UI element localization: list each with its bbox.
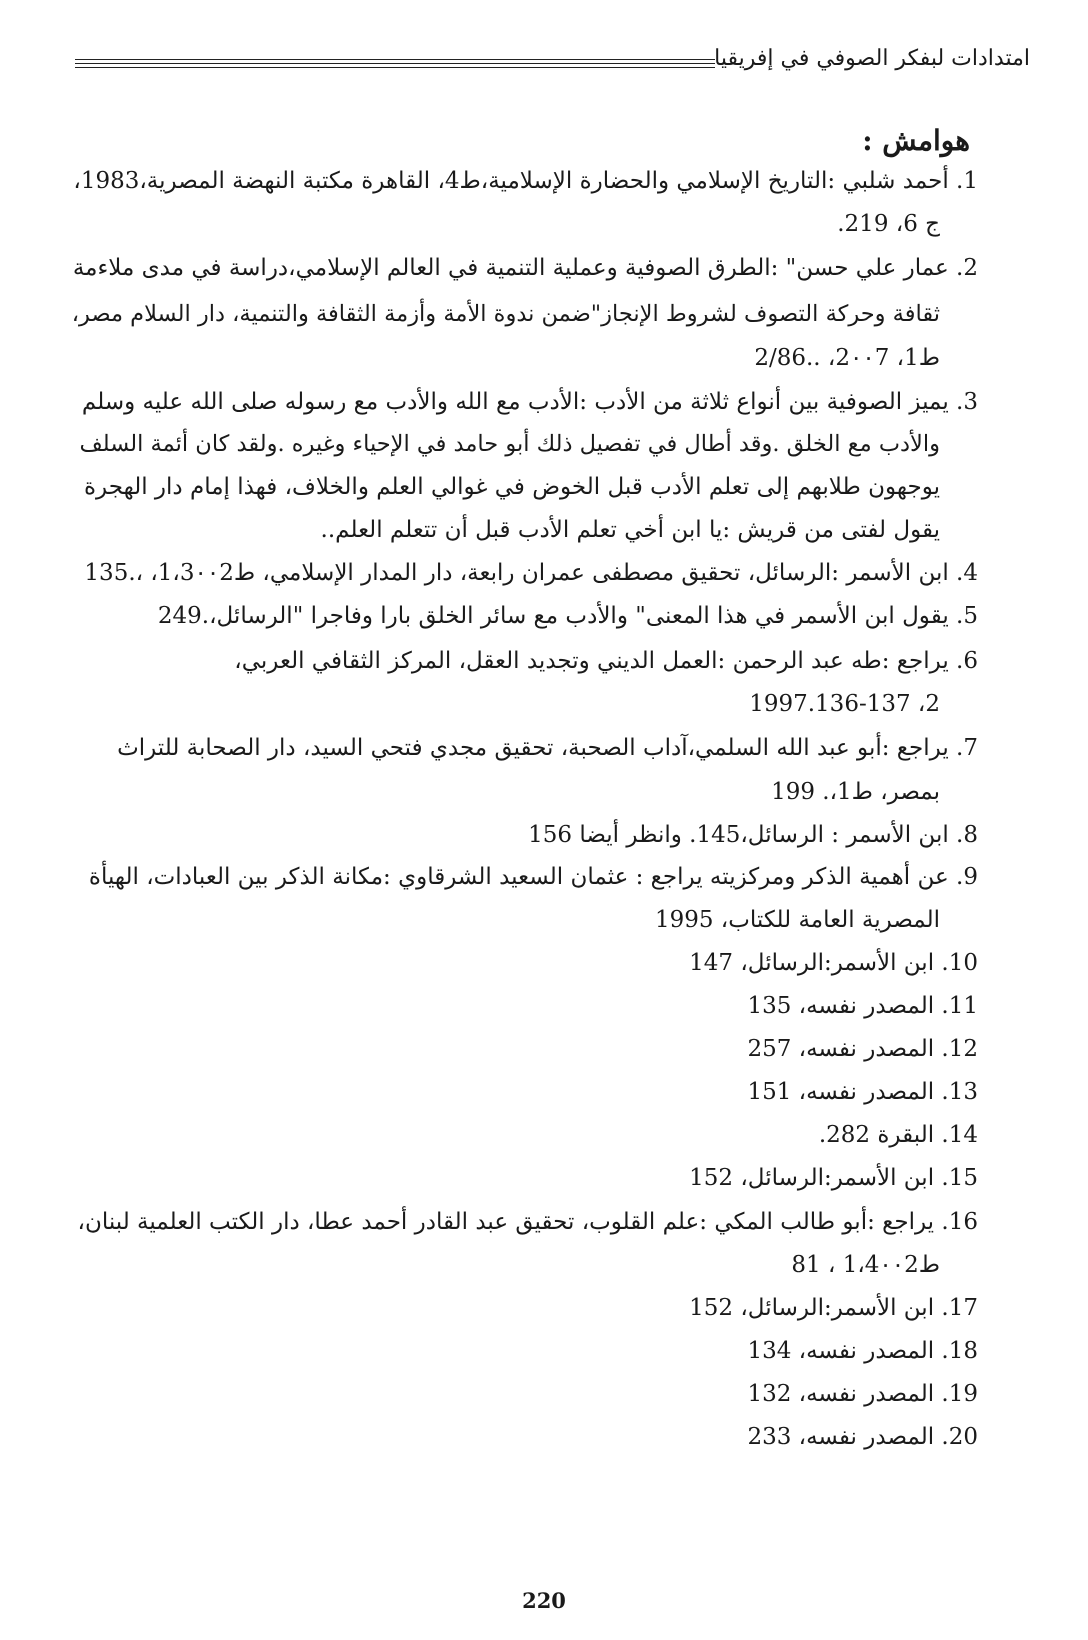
header-rule bbox=[75, 59, 715, 60]
footnote-line: يقول لفتى من قريش :يا ابن أخي تعلم الأدب قبل أن تتعلم العلم.. bbox=[320, 517, 940, 543]
footnote-line: 11. المصدر نفسه، 135 bbox=[747, 993, 978, 1019]
footnote-line: 5. يقول ابن الأسمر في هذا المعنى" والأدب مع سائر الخلق بارا وفاجرا "الرسائل،.249 bbox=[157, 603, 978, 629]
footnote-line: ثقافة وحركة التصوف لشروط الإنجاز"ضمن ندوة الأمة وأزمة الثقافة والتنمية، دار السلام مصر، bbox=[71, 301, 940, 327]
header-rule bbox=[75, 63, 715, 64]
footnote-line: 9. عن أهمية الذكر ومركزيته يراجع : عثمان السعيد الشرقاوي :مكانة الذكر بين العبادات، الهيأة bbox=[88, 864, 978, 890]
footnote-line: 20. المصدر نفسه، 233 bbox=[747, 1424, 978, 1450]
footnote-line: 3. يميز الصوفية بين أنواع ثلاثة من الأدب :الأدب مع الله والأدب مع رسوله صلى الله عليه وسلم bbox=[81, 389, 978, 415]
footnote-line: ج 6، 219. bbox=[837, 211, 940, 237]
footnote-line: ط1،4٠٠2 ، 81 bbox=[791, 1252, 940, 1278]
footnote-line: 8. ابن الأسمر : الرسائل،145. وانظر أيضا 156 bbox=[528, 822, 978, 848]
page-number: 220 bbox=[522, 1588, 566, 1613]
header-title: امتدادات لبفكر الصوفي في إفريقيا bbox=[714, 46, 1030, 71]
footnote-line: 16. يراجع :أبو طالب المكي :علم القلوب، تحقيق عبد القادر أحمد عطا، دار الكتب العلمية لبنان، bbox=[77, 1209, 978, 1235]
footnote-line: 15. ابن الأسمر:الرسائل، 152 bbox=[689, 1165, 978, 1191]
footnote-line: 7. يراجع :أبو عبد الله السلمي،آداب الصحبة، تحقيق مجدي فتحي السيد، دار الصحابة للتراث bbox=[117, 735, 978, 761]
footnote-line: 6. يراجع :طه عبد الرحمن :العمل الديني وتجديد العقل، المركز الثقافي العربي، bbox=[234, 648, 978, 674]
header-rule bbox=[75, 67, 715, 68]
footnote-line: 4. ابن الأسمر :الرسائل، تحقيق مصطفى عمران رابعة، دار المدار الإسلامي، ط1،3٠٠2، ،.135 bbox=[84, 560, 978, 586]
running-header bbox=[75, 48, 1030, 80]
footnote-line: والأدب مع الخلق .وقد أطال في تفصيل ذلك أبو حامد في الإحياء وغيره .ولقد كان أئمة السلف bbox=[79, 431, 940, 457]
section-heading: هوامش : bbox=[862, 124, 970, 157]
footnote-line: 19. المصدر نفسه، 132 bbox=[747, 1381, 978, 1407]
footnote-line: 10. ابن الأسمر:الرسائل، 147 bbox=[689, 950, 978, 976]
footnote-line: 2، 1997.136-137 bbox=[749, 691, 940, 717]
footnote-line: يوجهون طلابهم إلى تعلم الأدب قبل الخوض في غوالي العلم والخلاف، فهذا إمام دار الهجرة bbox=[84, 474, 940, 500]
footnote-line: 18. المصدر نفسه، 134 bbox=[747, 1338, 978, 1364]
footnote-line: ط1، 2٠٠7، ..2/86 bbox=[754, 345, 940, 371]
footnote-line: 14. البقرة 282. bbox=[818, 1122, 978, 1148]
footnote-line: بمصر، ط1،. 199 bbox=[771, 779, 940, 805]
footnote-line: 12. المصدر نفسه، 257 bbox=[747, 1036, 978, 1062]
footnote-line: 1. أحمد شلبي :التاريخ الإسلامي والحضارة الإسلامية،ط4، القاهرة مكتبة النهضة المصرية،1983، bbox=[73, 168, 978, 194]
footnote-line: 17. ابن الأسمر:الرسائل، 152 bbox=[689, 1295, 978, 1321]
footnote-line: المصرية العامة للكتاب، 1995 bbox=[654, 907, 940, 933]
footnote-line: 13. المصدر نفسه، 151 bbox=[747, 1079, 978, 1105]
footnote-line: 2. عمار علي حسن" :الطرق الصوفية وعملية التنمية في العالم الإسلامي،دراسة في مدى ملاءمة bbox=[72, 255, 978, 281]
